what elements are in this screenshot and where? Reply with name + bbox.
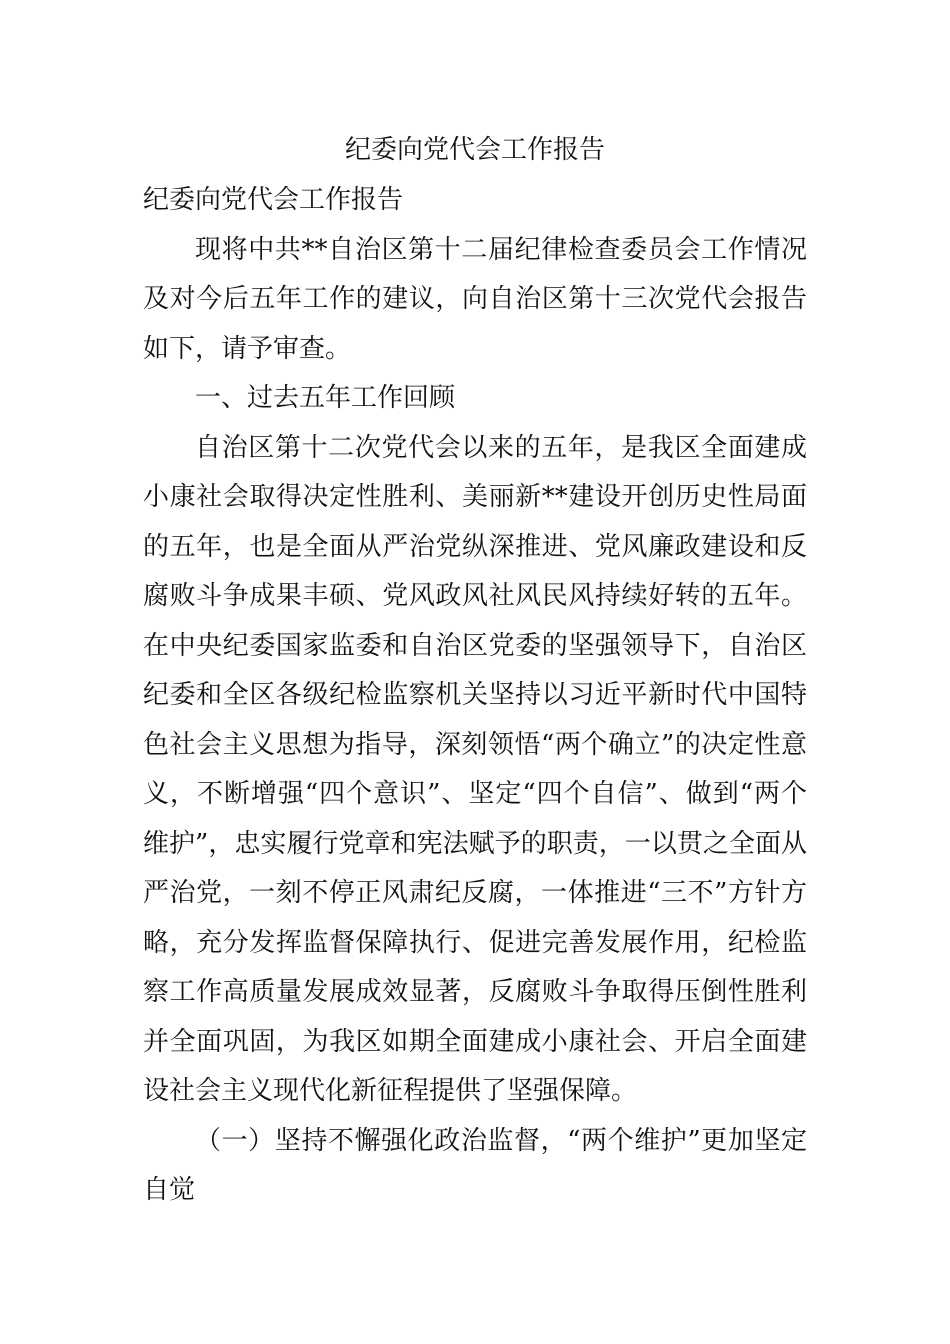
section-heading: 一、过去五年工作回顾 [195, 383, 456, 413]
review-paragraph: 自治区第十二次党代会以来的五年，是我区全面建成小康社会取得决定性胜利、美丽新**建设开创历史性局面的五年，也是全面从严治党纵深推进、党风廉政建设和反腐败斗争成果丰硕、党风政风社风民风持续好转的五年。在中央纪委国家监委和自治区党委的坚强领导下，自治区纪委和全区各级纪检监察机关坚持以习近平新时代中国特色社会主义思想为指导，深刻领悟“两个确立”的决定性意义，不断增强“四个意识”、坚定“四个自信”、做到“两个维护”，忠实履行党章和宪法赋予的职责，一以贯之全面从严治党，一刻不停正风肃纪反腐，一体推进“三不”方针方略，充分发挥监督保障执行、促进完善发展作用，纪检监察工作高质量发展成效显著，反腐败斗争取得压倒性胜利并全面巩固，为我区如期全面建成小康社会、开启全面建设社会主义现代化新征程提供了坚强保障。 [143, 432, 807, 1106]
document-subtitle: 纪委向党代会工作报告 [143, 185, 404, 215]
document-body [143, 176, 807, 1216]
subsection-heading: （一）坚持不懈强化政治监督，“两个维护”更加坚定自觉 [143, 1125, 807, 1205]
intro-paragraph: 现将中共**自治区第十二届纪律检查委员会工作情况及对今后五年工作的建议，向自治区第十三次党代会报告如下，请予审查。 [143, 234, 807, 364]
document-title: 纪委向党代会工作报告 [344, 135, 605, 165]
